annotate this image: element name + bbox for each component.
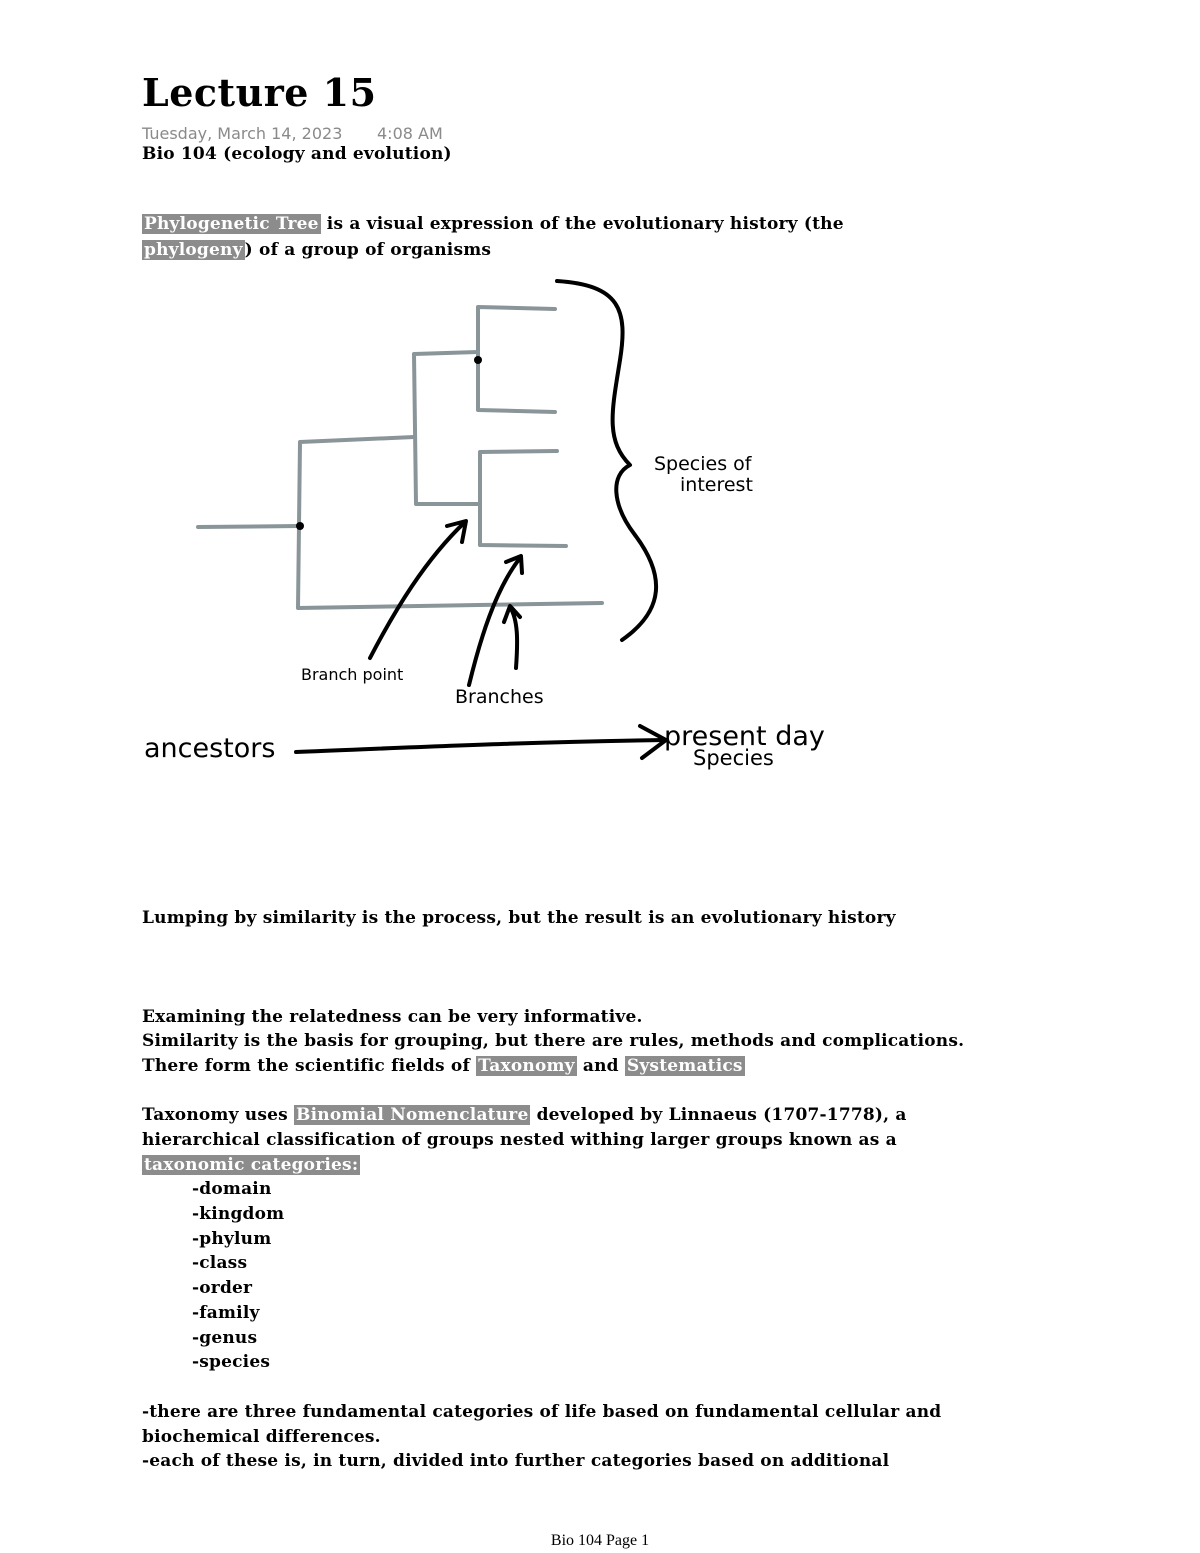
highlight-taxonomic-categories: taxonomic categories: bbox=[144, 1155, 359, 1175]
tree-upper-clade bbox=[478, 307, 555, 412]
note-date: Tuesday, March 14, 2023 bbox=[142, 124, 343, 143]
category-item: -kingdom bbox=[192, 1204, 285, 1224]
taxonomy-line-3 bbox=[142, 1155, 360, 1175]
highlight-taxonomy: Taxonomy bbox=[478, 1056, 575, 1076]
fundamental-line-2: biochemical differences. bbox=[142, 1427, 381, 1447]
taxonomy-linnaeus: developed by Linnaeus (1707-1778), a bbox=[530, 1105, 907, 1125]
highlight-phylogeny: phylogeny bbox=[144, 240, 243, 260]
label-species: Species bbox=[693, 746, 774, 770]
fields-and: and bbox=[576, 1056, 625, 1076]
note-time: 4:08 AM bbox=[377, 124, 443, 143]
definition-text-2: ) of a group of organisms bbox=[244, 240, 492, 260]
taxonomy-uses: Taxonomy uses bbox=[142, 1105, 295, 1125]
label-species-of: Species of bbox=[654, 453, 752, 475]
page-title: Lecture 15 bbox=[142, 70, 377, 115]
category-item: -domain bbox=[192, 1179, 272, 1199]
category-item: -order bbox=[192, 1278, 253, 1298]
label-interest: interest bbox=[680, 474, 753, 496]
label-ancestors: ancestors bbox=[144, 733, 276, 764]
taxonomy-line-2: hierarchical classification of groups nested withing larger groups known as a bbox=[142, 1130, 897, 1150]
label-present-day: present day bbox=[664, 721, 825, 752]
tree-lower-clade bbox=[480, 451, 566, 546]
course-heading: Bio 104 (ecology and evolution) bbox=[142, 144, 452, 164]
category-item: -genus bbox=[192, 1328, 258, 1348]
lumping-line: Lumping by similarity is the process, but the result is an evolutionary history bbox=[142, 908, 896, 928]
definition-text-1: is a visual expression of the evolutionary history (the bbox=[320, 214, 844, 234]
tree-inner-split bbox=[414, 352, 478, 504]
category-item: -class bbox=[192, 1253, 248, 1273]
category-item: -family bbox=[192, 1303, 260, 1323]
highlight-binomial-nomenclature: Binomial Nomenclature bbox=[296, 1105, 529, 1125]
tree-main-split bbox=[298, 437, 602, 608]
category-item: -phylum bbox=[192, 1229, 272, 1249]
fields-text: There form the scientific fields of bbox=[142, 1056, 477, 1076]
branches-arrow-2 bbox=[504, 606, 520, 668]
category-item: -species bbox=[192, 1352, 271, 1372]
highlight-systematics: Systematics bbox=[626, 1056, 743, 1076]
fields-line bbox=[142, 1056, 745, 1076]
label-branches: Branches bbox=[455, 686, 544, 708]
similarity-line: Similarity is the basis for grouping, but there are rules, methods and complications. bbox=[142, 1031, 965, 1051]
tree-root-branch bbox=[198, 526, 300, 527]
upper-node-dot bbox=[474, 356, 482, 364]
species-brace bbox=[557, 281, 656, 640]
root-node-dot bbox=[296, 522, 304, 530]
relatedness-line: Examining the relatedness can be very informative. bbox=[142, 1007, 643, 1027]
highlight-phylogenetic-tree: Phylogenetic Tree bbox=[144, 214, 319, 234]
fundamental-line-3: -each of these is, in turn, divided into further categories based on additional bbox=[142, 1451, 890, 1471]
label-branch-point: Branch point bbox=[301, 665, 404, 684]
ancestors-to-present-arrow bbox=[296, 726, 666, 758]
taxonomy-line-1 bbox=[142, 1105, 907, 1125]
fundamental-line-1: -there are three fundamental categories of life based on fundamental cellular and bbox=[142, 1402, 942, 1422]
branch-point-arrow bbox=[370, 521, 466, 658]
page-footer: Bio 104 Page 1 bbox=[550, 1532, 650, 1549]
